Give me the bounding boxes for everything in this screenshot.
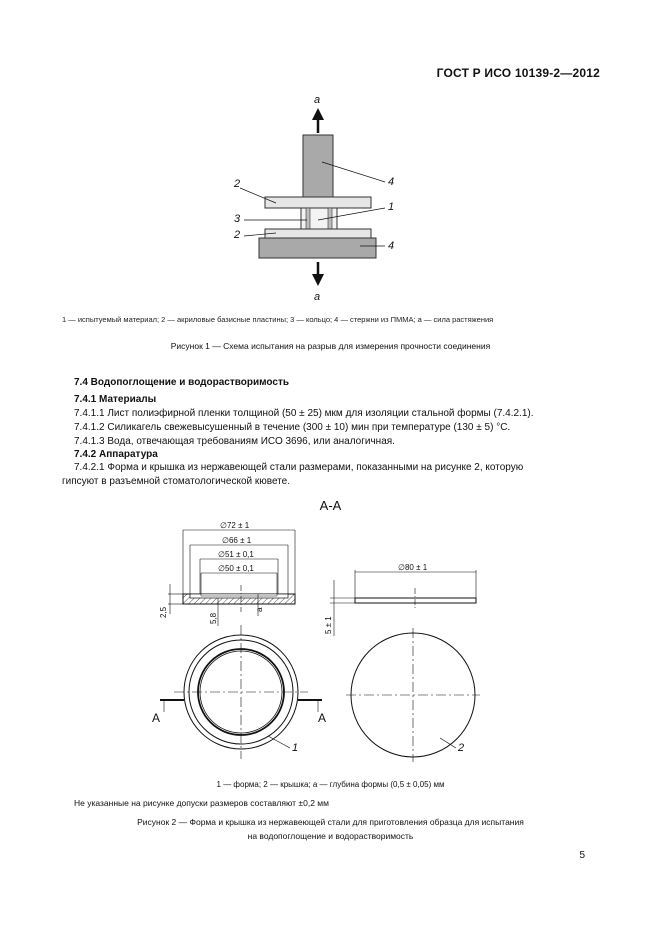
dim-d51: ∅51 ± 0,1 xyxy=(218,550,254,559)
label-3: 3 xyxy=(234,213,241,225)
part-label-2: 2 xyxy=(458,742,465,754)
figure-1-caption: Рисунок 1 — Схема испытания на разрыв для измерения прочности соединения xyxy=(170,341,491,351)
page-number: 5 xyxy=(579,850,585,861)
standard-header: ГОСТ Р ИСО 10139-2—2012 xyxy=(436,66,600,80)
label-2-bottom: 2 xyxy=(234,229,241,241)
section-7-4-1-heading: 7.4.1 Материалы xyxy=(74,394,157,405)
section-7-4-heading: 7.4 Водопоглощение и водорастворимость xyxy=(74,377,289,388)
figure-2-caption-line2: на водопоглощение и водорастворимость xyxy=(247,831,414,841)
section-7-4-2-heading: 7.4.2 Аппаратура xyxy=(74,449,158,460)
section-aa-title: А-А xyxy=(319,498,342,513)
figure-2-legend: 1 — форма; 2 — крышка; a — глубина формы (0,5 ± 0,05) мм xyxy=(216,780,445,789)
label-2-top: 2 xyxy=(234,178,241,190)
para-7-4-1-1: 7.4.1.1 Лист полиэфирной пленки толщиной (50 ± 25) мкм для изоляции стальной формы (7.4.2.1). xyxy=(74,408,534,419)
dim-d50: ∅50 ± 0,1 xyxy=(218,564,254,573)
dim-d80: ∅80 ± 1 xyxy=(398,563,428,572)
para-7-4-1-3: 7.4.1.3 Вода, отвечающая требованиям ИСО 3696, или аналогичная. xyxy=(74,436,395,447)
dim-h25: 2,5 xyxy=(159,606,168,618)
label-a-top: a xyxy=(314,94,321,106)
cut-label-right: А xyxy=(318,711,327,725)
cut-label-left: А xyxy=(152,711,161,725)
label-a-bottom: a xyxy=(314,291,321,303)
para-7-4-1-2: 7.4.1.2 Силикагель свежевысушенный в течение (300 ± 10) мин при температуре (130 ± 5) °С. xyxy=(74,422,511,433)
dim-h58: 5,8 xyxy=(209,612,218,624)
para-7-4-2-1-line2: гипсуют в разъемной стоматологической кювете. xyxy=(62,476,290,487)
dim-d72: ∅72 ± 1 xyxy=(220,521,250,530)
dim-a: a xyxy=(255,607,264,612)
figure-1-legend: 1 — испытуемый материал; 2 — акриловые базисные пластины; 3 — кольцо; 4 — стержни из ПММА; a — сила растяжения xyxy=(62,315,494,324)
figure-2-caption-line1: Рисунок 2 — Форма и крышка из нержавеющей стали для приготовления образца для испытания xyxy=(137,817,524,827)
label-4-bottom: 4 xyxy=(388,240,395,252)
figure-2-caption xyxy=(0,815,661,843)
part-label-1: 1 xyxy=(292,742,299,754)
lid-side-view xyxy=(330,570,476,636)
para-7-4-2-1-line1: 7.4.2.1 Форма и крышка из нержавеющей стали размерами, показанными на рисунке 2, которую xyxy=(74,462,524,473)
tolerance-note: Не указанные на рисунке допуски размеров составляют ±0,2 мм xyxy=(74,798,329,808)
label-1: 1 xyxy=(388,201,395,213)
dim-d66: ∅66 ± 1 xyxy=(222,536,252,545)
label-4-top: 4 xyxy=(388,176,395,188)
dim-h5: 5 ± 1 xyxy=(324,616,333,634)
form-top-view xyxy=(174,625,308,759)
